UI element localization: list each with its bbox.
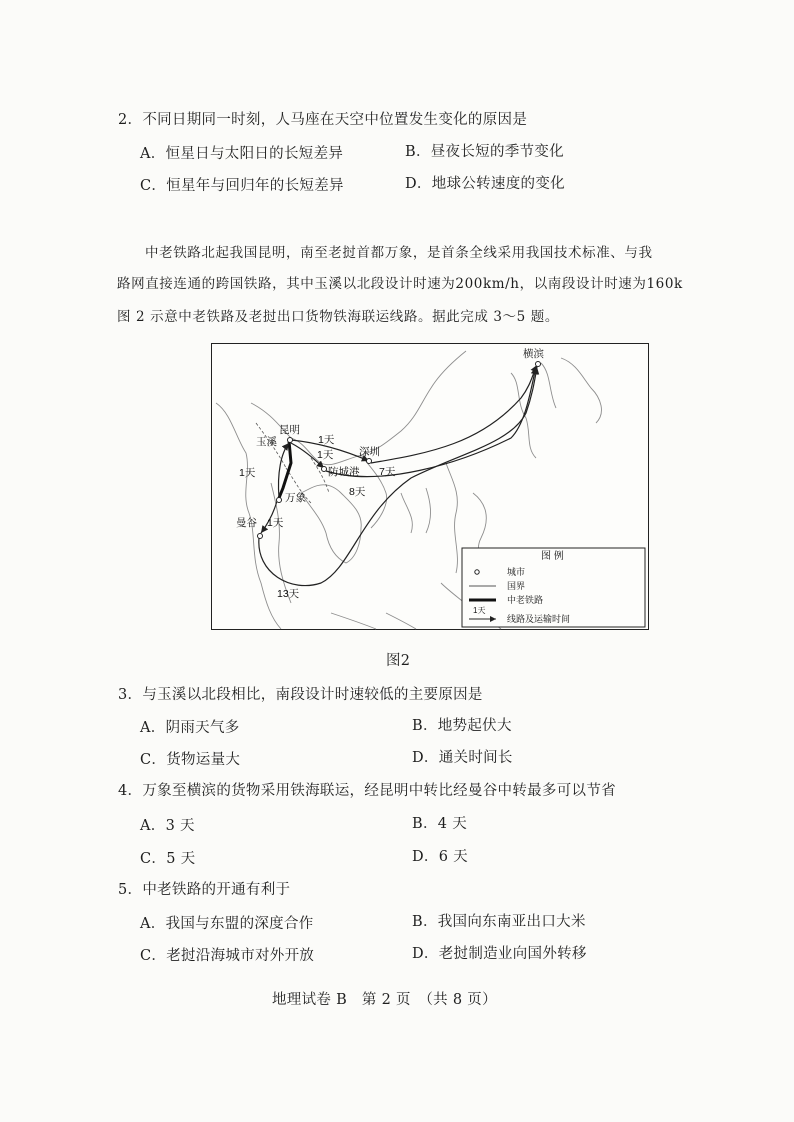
q4-option-b: B．4 天 bbox=[412, 816, 467, 832]
label-vientiane: 万象 bbox=[285, 492, 306, 504]
time-shenzhen-yokohama: 7天 bbox=[379, 466, 396, 478]
city-dot-fangchenggang bbox=[322, 467, 327, 472]
label-kunming: 昆明 bbox=[279, 424, 300, 436]
time-kunming-fangchenggang: 1天 bbox=[317, 449, 334, 461]
legend-railway: 中老铁路 bbox=[507, 595, 544, 605]
label-yokohama: 横滨 bbox=[523, 348, 544, 360]
legend-border: 国界 bbox=[507, 581, 526, 591]
legend-city: 城市 bbox=[507, 567, 526, 577]
label-fangchenggang: 防城港 bbox=[328, 466, 360, 478]
city-dot-vientiane bbox=[277, 498, 282, 503]
city-dot-bangkok bbox=[258, 534, 263, 539]
q4-option-d: D．6 天 bbox=[412, 849, 468, 865]
label-bangkok: 曼谷 bbox=[236, 517, 257, 529]
figure-caption: 图2 bbox=[386, 653, 411, 669]
legend-sample-time: 1天 bbox=[473, 606, 486, 615]
q2-option-c: C．恒星年与回归年的长短差异 bbox=[140, 178, 344, 194]
q3-option-c: C．货物运量大 bbox=[140, 752, 241, 768]
q2-stem: 2．不同日期同一时刻，人马座在天空中位置发生变化的原因是 bbox=[118, 112, 528, 128]
rail-sea-route-map bbox=[211, 343, 649, 630]
q2-option-b: B．昼夜长短的季节变化 bbox=[405, 144, 564, 160]
time-vientiane-bangkok: 1天 bbox=[267, 517, 284, 529]
q4-stem: 4．万象至横滨的货物采用铁海联运，经昆明中转比经曼谷中转最多可以节省 bbox=[118, 783, 616, 799]
q2-option-a: A．恒星日与太阳日的长短差异 bbox=[140, 146, 344, 162]
q4-option-c: C．5 天 bbox=[140, 851, 196, 867]
passage-line-3: 图 2 示意中老铁路及老挝出口货物铁海联运线路。据此完成 3～5 题。 bbox=[117, 309, 559, 325]
label-yuxi: 玉溪 bbox=[256, 436, 277, 448]
time-bangkok-yokohama: 13天 bbox=[277, 588, 300, 600]
q3-option-a: A．阴雨天气多 bbox=[140, 720, 240, 736]
city-dot-kunming bbox=[288, 438, 293, 443]
q3-option-d: D．通关时间长 bbox=[412, 750, 513, 766]
time-kunming-shenzhen: 1天 bbox=[318, 434, 335, 446]
time-vientiane-kunming: 1天 bbox=[239, 467, 256, 479]
legend-route: 线路及运输时间 bbox=[507, 614, 571, 624]
time-fangchenggang-yokohama: 8天 bbox=[349, 486, 366, 498]
q3-stem: 3．与玉溪以北段相比，南段设计时速较低的主要原因是 bbox=[118, 687, 483, 703]
legend-title: 图 例 bbox=[541, 551, 564, 562]
passage-line-1: 中老铁路北起我国昆明，南至老挝首都万象，是首条全线采用我国技术标准、与我 bbox=[145, 245, 653, 261]
city-dot-yokohama bbox=[536, 362, 541, 367]
q2-option-d: D．地球公转速度的变化 bbox=[405, 176, 565, 192]
q5-stem: 5．中老铁路的开通有利于 bbox=[118, 882, 291, 898]
city-dot-shenzhen bbox=[367, 459, 372, 464]
q5-option-d: D．老挝制造业向国外转移 bbox=[412, 946, 587, 962]
q3-option-b: B．地势起伏大 bbox=[412, 718, 512, 734]
page-footer: 地理试卷 B 第 2 页 （共 8 页） bbox=[272, 992, 497, 1008]
q5-option-b: B．我国向东南亚出口大米 bbox=[412, 914, 586, 930]
q4-option-a: A．3 天 bbox=[140, 818, 195, 834]
q5-option-a: A．我国与东盟的深度合作 bbox=[140, 916, 314, 932]
label-shenzhen: 深圳 bbox=[359, 446, 380, 458]
map-legend bbox=[462, 548, 645, 627]
q5-option-c: C．老挝沿海城市对外开放 bbox=[140, 948, 315, 964]
passage-line-2: 路网直接连通的跨国铁路，其中玉溪以北段设计时速为200km/h，以南段设计时速为160k bbox=[117, 276, 683, 292]
